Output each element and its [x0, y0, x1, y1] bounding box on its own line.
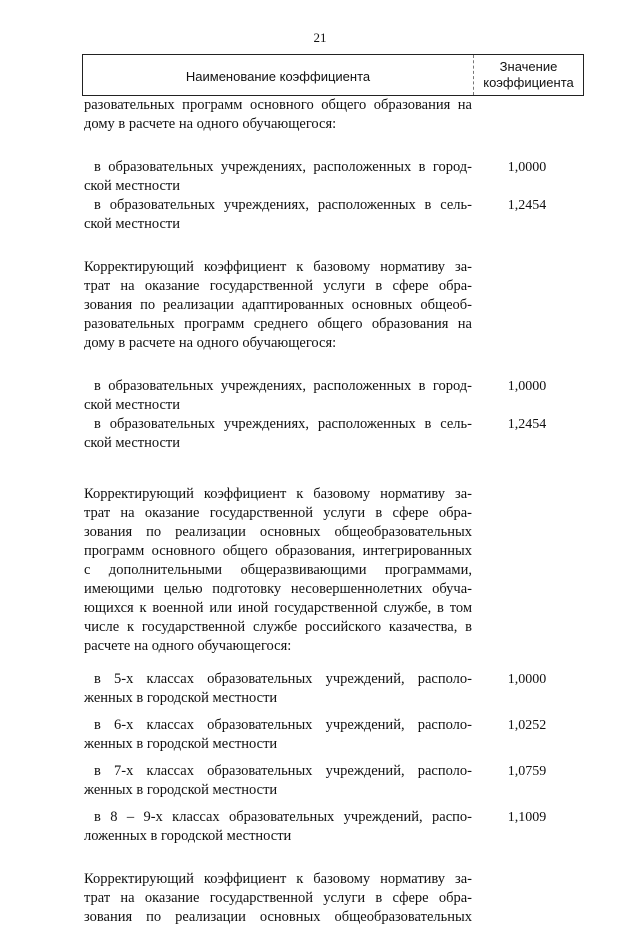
text-line: зования по реализации основных общеобразовательных — [84, 909, 472, 925]
coefficient-value: 1,0759 — [507, 764, 547, 779]
row-text-line: ской местности — [84, 435, 181, 451]
row-text-line: в образовательных учреждениях, расположенных в город- — [94, 378, 472, 394]
header-value-line2: коэффициента — [483, 75, 574, 90]
header-name-column: Наименование коэффициента — [185, 68, 371, 84]
text-line: ющихся к военной или иной государственной службе, в том — [84, 600, 472, 616]
row-text-line: женных в городской местности — [84, 736, 278, 752]
text-line: Корректирующий коэффициент к базовому нормативу за- — [84, 871, 472, 887]
header-value-line1: Значение — [499, 59, 558, 74]
coefficient-value: 1,0252 — [507, 718, 547, 733]
text-line: трат на оказание государственной услуги в сфере обра- — [84, 890, 472, 906]
text-line: зования по реализации адаптированных основных общеоб- — [84, 297, 472, 313]
text-line: Корректирующий коэффициент к базовому нормативу за- — [84, 486, 472, 502]
text-line: Корректирующий коэффициент к базовому нормативу за- — [84, 259, 472, 275]
coefficient-row — [84, 808, 584, 846]
table-header — [82, 54, 584, 96]
text-line: зования по реализации основных общеобразовательных — [84, 524, 472, 540]
paragraph — [84, 485, 472, 656]
paragraph — [84, 870, 472, 927]
row-text-line: в 5-х классах образовательных учреждений, располо- — [94, 671, 472, 687]
text-line: дому в расчете на одного обучающегося: — [84, 335, 337, 351]
row-text-line: ской местности — [84, 216, 181, 232]
coefficient-value: 1,0000 — [507, 672, 547, 687]
text-line: имеющими целью подготовку несовершеннолетних обуча- — [84, 581, 472, 597]
row-text-line: ской местности — [84, 397, 181, 413]
row-text-line: в образовательных учреждениях, расположенных в сель- — [94, 416, 472, 432]
coefficient-row — [84, 762, 584, 800]
text-line: разовательных программ основного общего образования на — [84, 97, 472, 113]
row-text-line: женных в городской местности — [84, 690, 278, 706]
paragraph — [84, 258, 472, 353]
row-text-line: в образовательных учреждениях, расположенных в город- — [94, 159, 472, 175]
text-line: трат на оказание государственной услуги в сфере обра- — [84, 278, 472, 294]
row-text-line: в образовательных учреждениях, расположенных в сель- — [94, 197, 472, 213]
coefficient-value: 1,1009 — [507, 810, 547, 825]
coefficient-value: 1,0000 — [507, 379, 547, 394]
document-body — [84, 96, 584, 927]
coefficient-row — [84, 377, 584, 415]
text-line: с дополнительными общеразвивающими программами, — [84, 562, 472, 578]
coefficient-row — [84, 716, 584, 754]
paragraph — [84, 96, 472, 134]
text-line: программ основного общего образования, интегрированных — [84, 543, 472, 559]
coefficient-value: 1,2454 — [507, 417, 547, 432]
header-value-column — [473, 55, 583, 95]
text-line: разовательных программ среднего общего образования на — [84, 316, 472, 332]
coefficient-row — [84, 415, 584, 453]
row-text-line: ской местности — [84, 178, 181, 194]
text-line: числе к государственной службе российского казачества, в — [84, 619, 472, 635]
row-text-line: в 8 – 9-х классах образовательных учреждений, распо- — [94, 809, 472, 825]
text-line: дому в расчете на одного обучающегося: — [84, 116, 337, 132]
page-number: 21 — [313, 30, 327, 45]
row-text-line: женных в городской местности — [84, 782, 278, 798]
coefficient-value: 1,0000 — [507, 160, 547, 175]
row-text-line: в 7-х классах образовательных учреждений, располо- — [94, 763, 472, 779]
row-text-line: ложенных в городской местности — [84, 828, 292, 844]
coefficient-row — [84, 158, 584, 196]
text-line: расчете на одного обучающегося: — [84, 638, 292, 654]
text-line: трат на оказание государственной услуги в сфере обра- — [84, 505, 472, 521]
coefficient-value: 1,2454 — [507, 198, 547, 213]
row-text-line: в 6-х классах образовательных учреждений, располо- — [94, 717, 472, 733]
coefficient-row — [84, 196, 584, 234]
coefficient-row — [84, 670, 584, 708]
